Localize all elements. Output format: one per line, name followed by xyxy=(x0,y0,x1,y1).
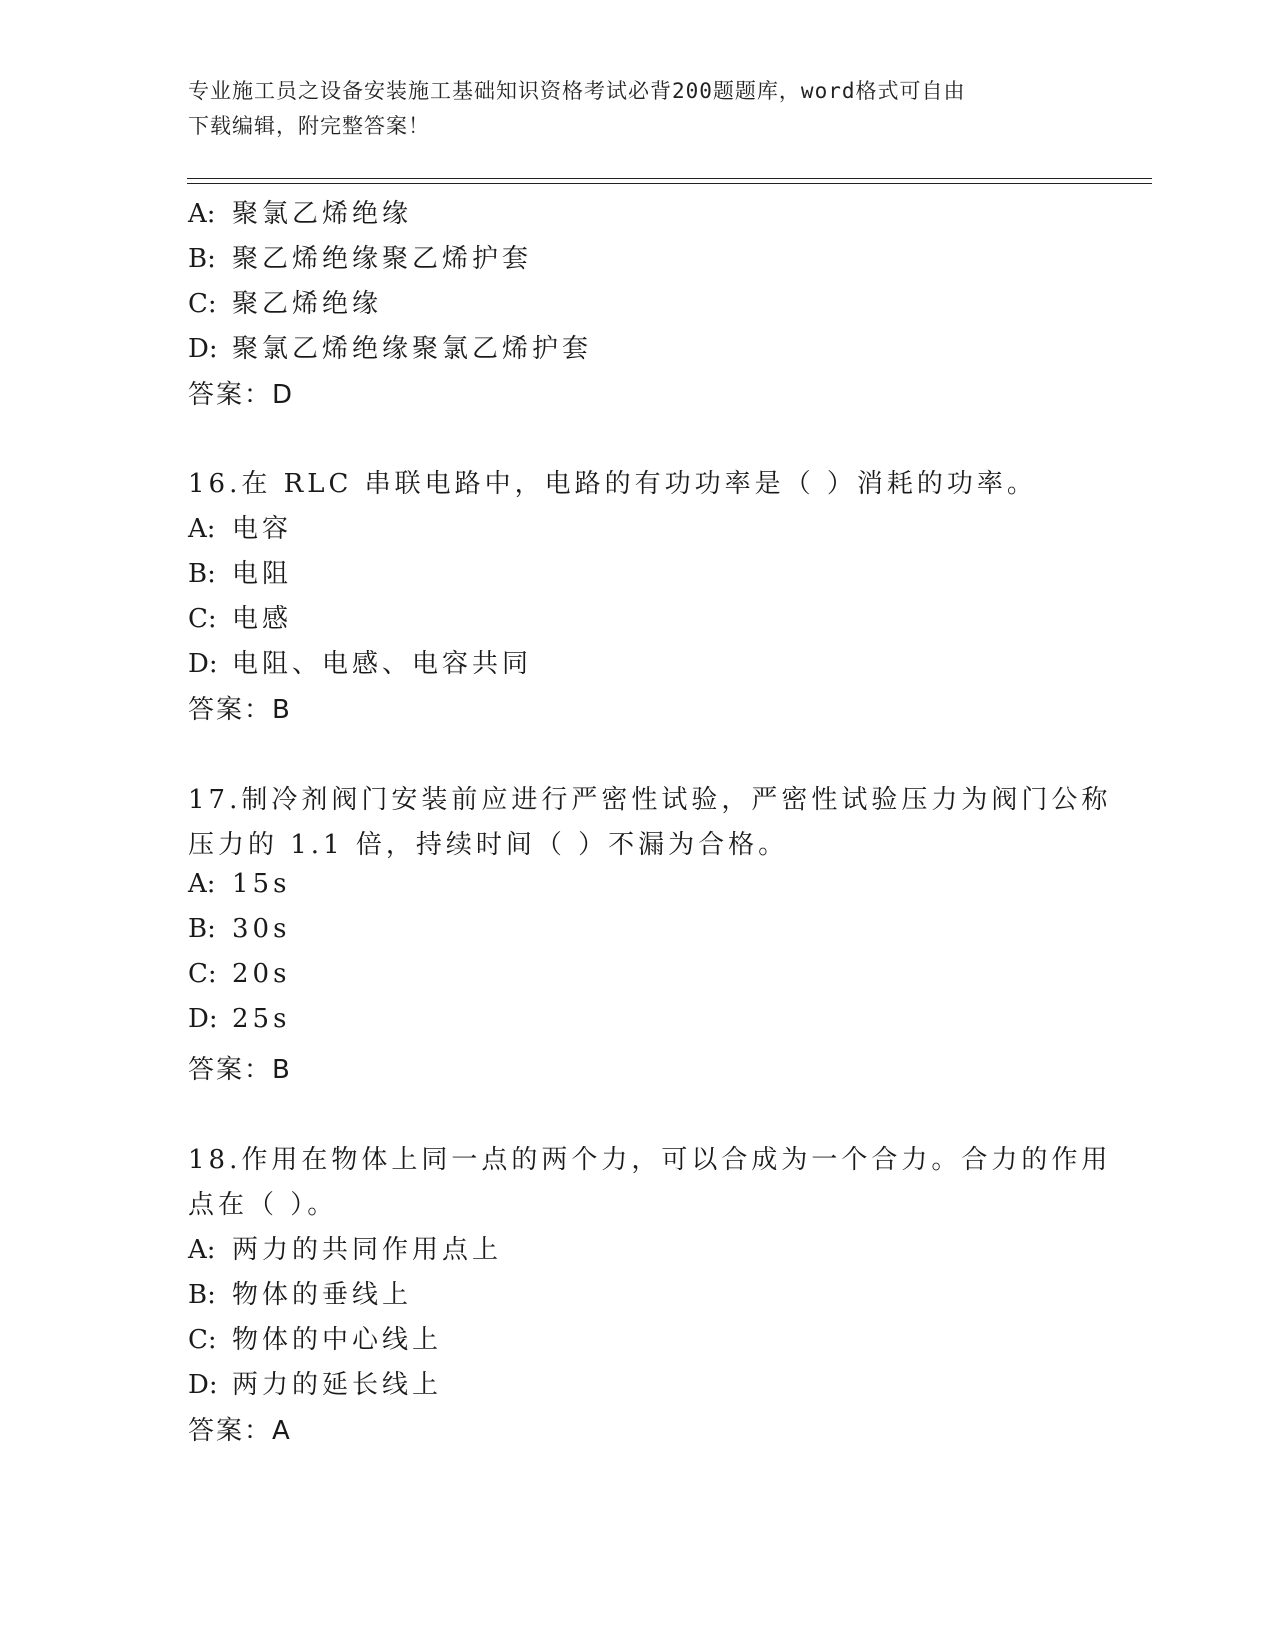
option-a xyxy=(188,193,412,230)
document-header xyxy=(188,74,1078,144)
option-letter: D: xyxy=(188,649,218,679)
option-text: 25s xyxy=(232,1004,291,1034)
option-b xyxy=(188,553,292,590)
question-stem: 18.作用在物体上同一点的两个力，可以合成为一个合力。合力的作用 xyxy=(188,1145,1112,1175)
option-a xyxy=(188,508,292,545)
option-letter: B: xyxy=(188,914,216,944)
option-letter: C: xyxy=(188,604,217,634)
option-d xyxy=(188,643,532,680)
option-letter: D: xyxy=(188,1370,218,1400)
header-line-2: 下载编辑，附完整答案！ xyxy=(188,114,430,138)
option-letter: A: xyxy=(188,869,216,899)
answer-line: 答案：B xyxy=(188,695,292,725)
option-letter: B: xyxy=(188,244,216,274)
option-text: 电感 xyxy=(232,604,293,634)
option-b xyxy=(188,238,532,275)
answer-line: 答案：A xyxy=(188,1416,292,1446)
option-text: 聚乙烯绝缘聚乙烯护套 xyxy=(232,244,533,274)
header-divider-bottom xyxy=(187,183,1152,184)
option-text: 两力的共同作用点上 xyxy=(232,1235,503,1265)
option-a xyxy=(188,869,290,899)
option-text: 30s xyxy=(232,914,291,944)
option-c xyxy=(188,1319,442,1356)
question-stem: 17.制冷剂阀门安装前应进行严密性试验，严密性试验压力为阀门公称 xyxy=(188,785,1112,815)
option-letter: B: xyxy=(188,559,216,589)
option-letter: C: xyxy=(188,289,217,319)
option-c xyxy=(188,598,292,635)
option-letter: C: xyxy=(188,959,217,989)
header-line-1: 专业施工员之设备安装施工基础知识资格考试必背200题题库，word格式可自由 xyxy=(188,79,966,103)
question-stem-continued: 压力的 1.1 倍，持续时间（ ）不漏为合格。 xyxy=(188,830,789,860)
option-a xyxy=(188,1229,502,1266)
option-text: 电阻、电感、电容共同 xyxy=(232,649,533,679)
option-letter: D: xyxy=(188,334,218,364)
option-letter: A: xyxy=(188,514,216,544)
option-text: 电阻 xyxy=(232,559,293,589)
option-b xyxy=(188,1274,412,1311)
question-stem: 16.在 RLC 串联电路中，电路的有功功率是（ ）消耗的功率。 xyxy=(188,469,1037,499)
question-stem-continued: 点在（ ）。 xyxy=(188,1190,338,1220)
option-text: 20s xyxy=(232,959,291,989)
option-letter: A: xyxy=(188,199,216,229)
option-b xyxy=(188,914,290,944)
header-divider-top xyxy=(187,178,1152,179)
option-c xyxy=(188,959,290,989)
option-text: 聚氯乙烯绝缘 xyxy=(232,199,413,229)
option-text: 电容 xyxy=(232,514,293,544)
option-c xyxy=(188,283,382,320)
option-d xyxy=(188,1364,442,1401)
option-letter: C: xyxy=(188,1325,217,1355)
option-d xyxy=(188,1004,290,1034)
option-text: 物体的中心线上 xyxy=(232,1325,443,1355)
option-text: 15s xyxy=(232,869,291,899)
option-text: 聚乙烯绝缘 xyxy=(232,289,383,319)
answer-line: 答案：D xyxy=(188,380,295,410)
option-text: 聚氯乙烯绝缘聚氯乙烯护套 xyxy=(232,334,593,364)
option-letter: B: xyxy=(188,1280,216,1310)
option-text: 两力的延长线上 xyxy=(232,1370,443,1400)
option-letter: D: xyxy=(188,1004,218,1034)
option-text: 物体的垂线上 xyxy=(232,1280,413,1310)
option-letter: A: xyxy=(188,1235,216,1265)
option-d xyxy=(188,328,592,365)
answer-line: 答案：B xyxy=(188,1055,292,1085)
